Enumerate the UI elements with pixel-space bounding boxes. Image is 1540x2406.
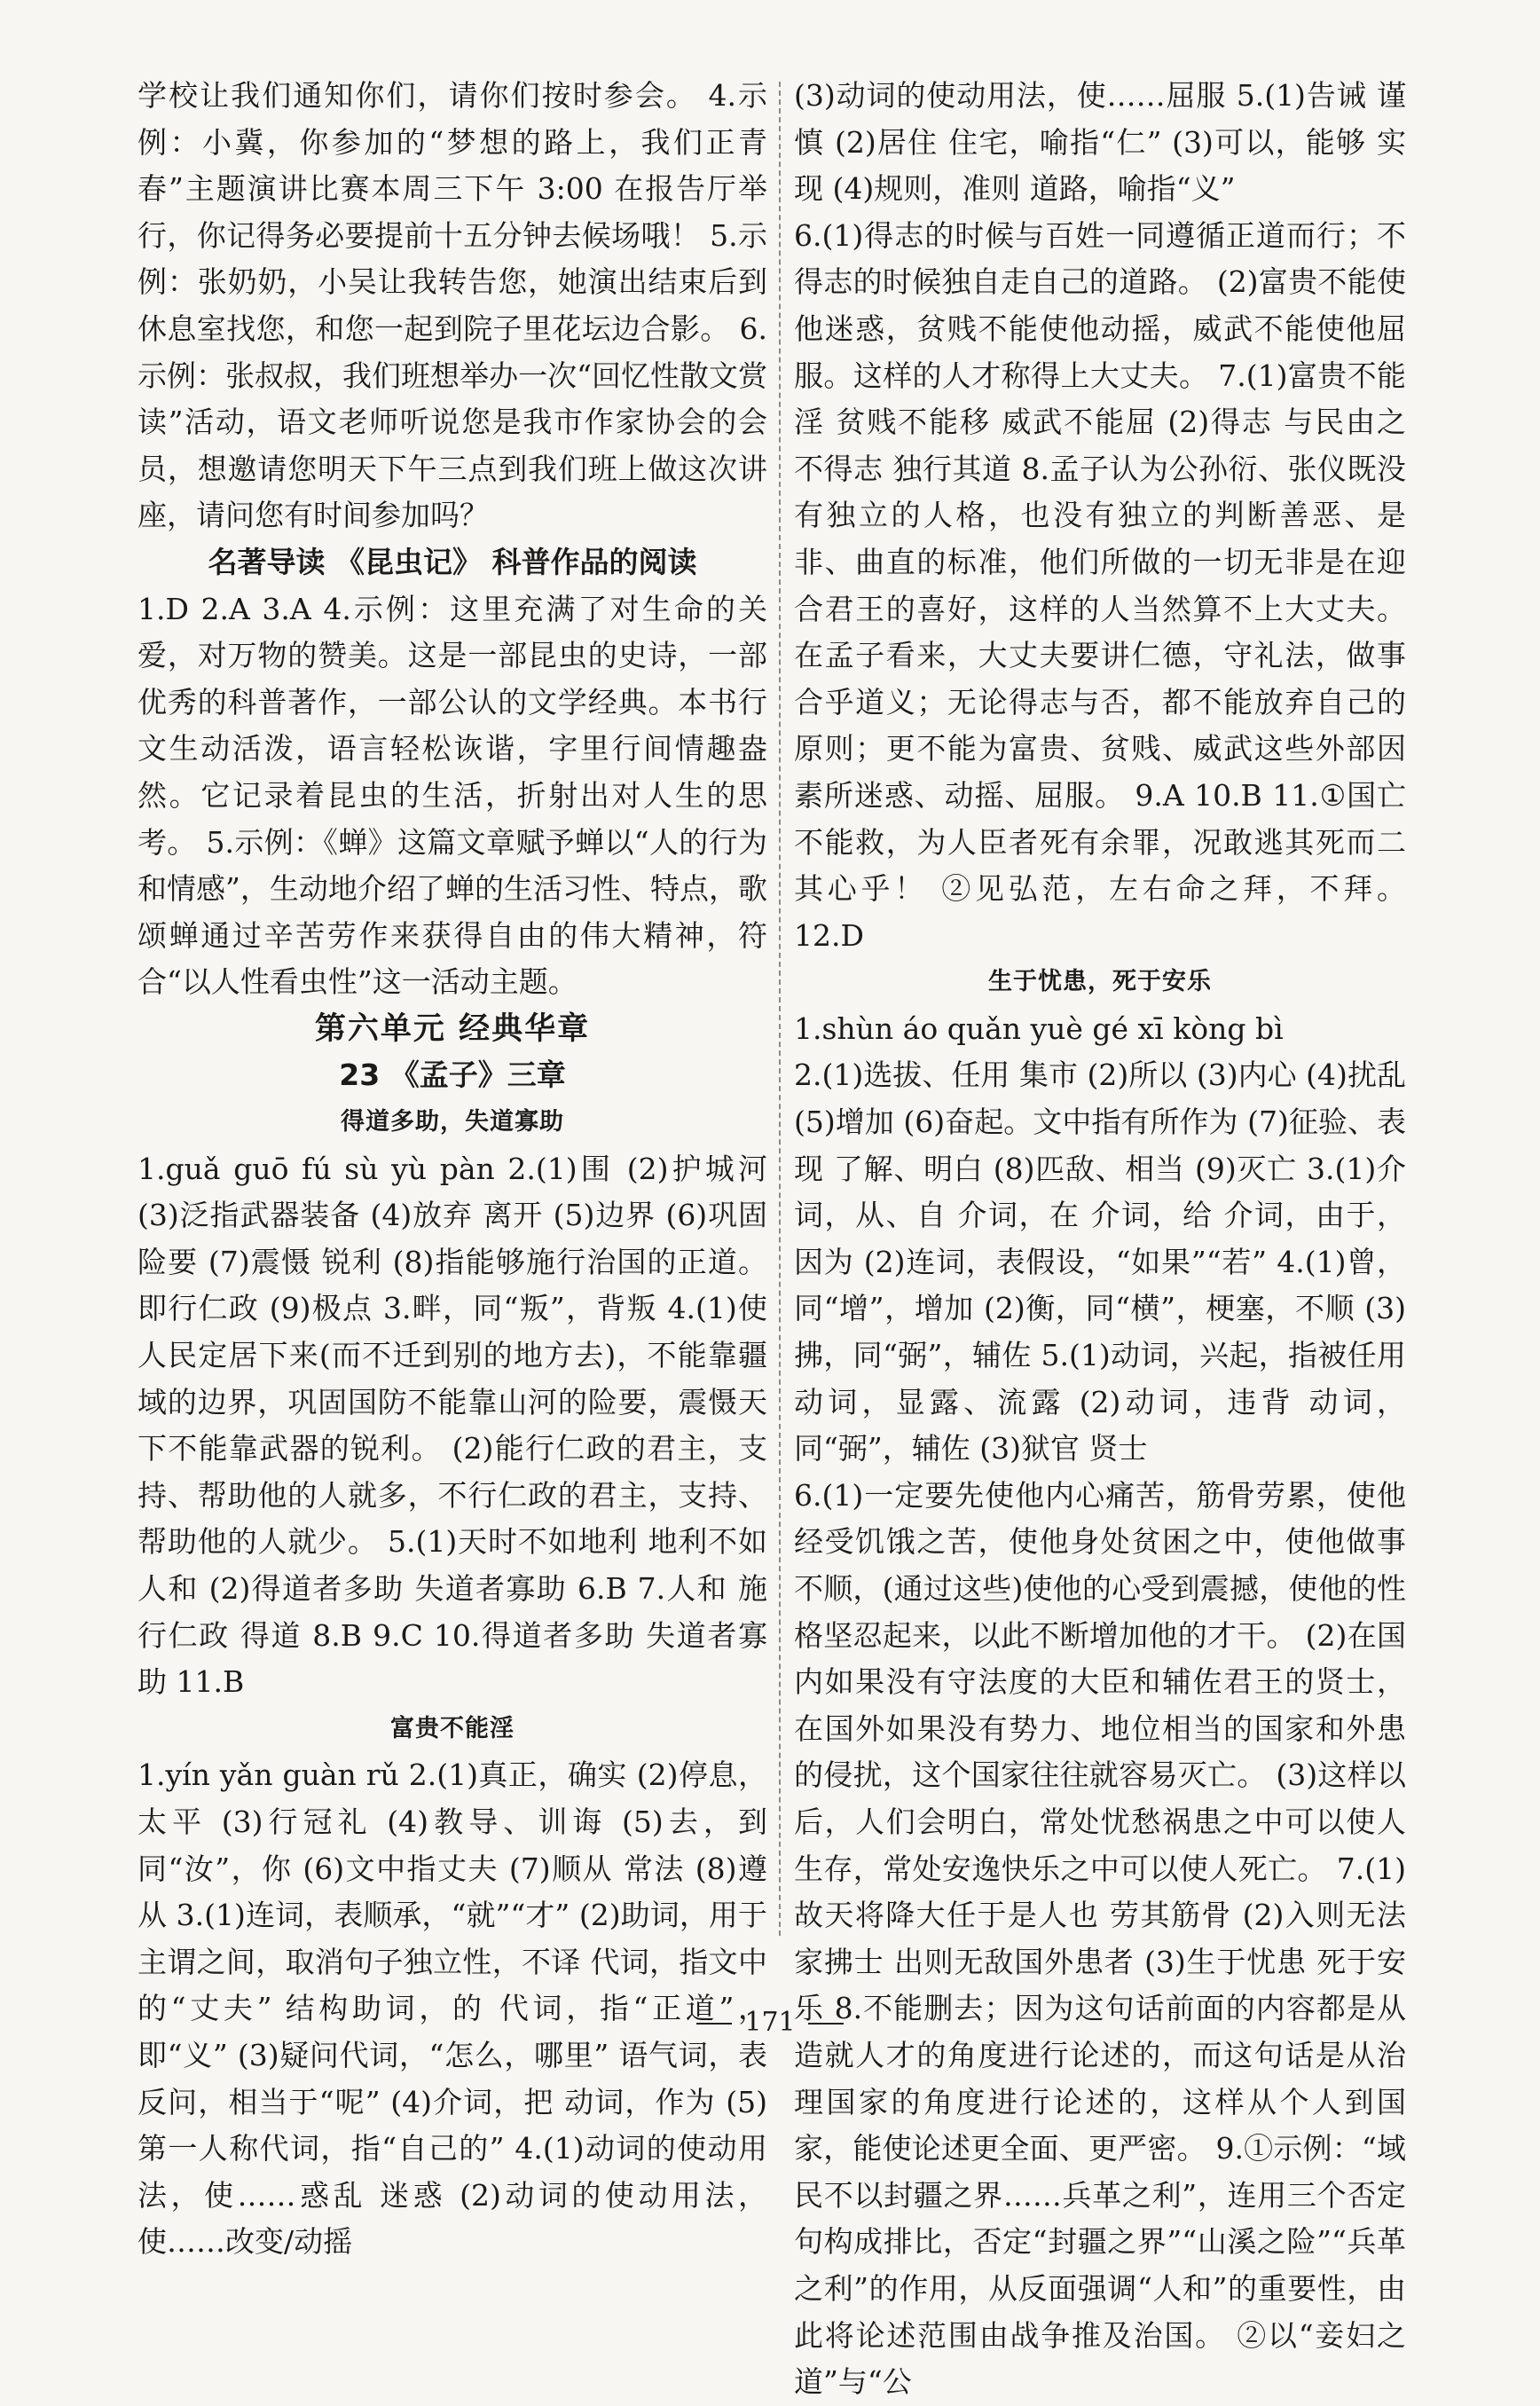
subsection-heading-fugui: 富贵不能淫 [390, 1714, 515, 1742]
subsection-heading-dedao: 得道多助，失道寡助 [341, 1108, 564, 1136]
subsection-heading-youhuan: 生于忧患，死于安乐 [988, 968, 1212, 996]
section-heading-classic-reading: 名著导读 《昆虫记》 科普作品的阅读 [208, 544, 697, 579]
paragraph-youhuan-answers-2-5: 2.(1)选拔、任用 集市 (2)所以 (3)内心 (4)扰乱 (5)增加 (6)奋起。文中指有所作为 (7)征验、表现 了解、明白 (8)匹敌、相当 (9)灭亡 3.(1)介词，从、自 介词，在 介词，给 介词，由于，因为 (2)连词，表假设，“如果”“若” 4.(1)曾，同“增”，增加 (2)衡，同“横”，梗塞，不顺 (3)拂，同“弼”，辅佐 5.(1)动词，兴起，指被任用 动词，显露、流露 (2)动词，违背 动词，同“弼”，辅佐 (3)狱官 贤士 [794, 1058, 1406, 1466]
column-divider [779, 82, 781, 1936]
page-number-text: 171 [744, 2007, 796, 2038]
paragraph-youhuan-pinyin: 1.shùn áo quǎn yuè gé xī kòng bì [794, 1010, 1284, 1046]
paragraph-fugui-answers: 1.yín yǎn guàn rǔ 2.(1)真正，确实 (2)停息，太平 (3)行冠礼 (4)教导、训诲 (5)去，到 同“汝”，你 (6)文中指丈夫 (7)顺从 常法 (8)遵从 3.(1)连词，表顺承，“就”“才” (2)助词，用于主谓之间，取消句子独立性，不译 代词，指文中的“丈夫” 结构助词，的 代词，指“正道”，即“义” (3)疑问代词，“怎么，哪里” 语气词，表反问，相当于“呢” (4)介词，把 动词，作为 (5)第一人称代词，指“自己的” 4.(1)动词的使动用法，使……惑乱 迷惑 (2)动词的使动用法，使……改变/动摇 [138, 1757, 767, 2260]
paragraph-dedao-answers: 1.guǎ guō fú sù yù pàn 2.(1)围 (2)护城河 (3)泛指武器装备 (4)放弃 离开 (5)边界 (6)巩固 险要 (7)震慑 锐利 (8)指能够施行治国的正道。即行仁政 (9)极点 3.畔，同“叛”，背叛 4.(1)使人民定居下来(而不迁到别的地方去)，不能靠疆域的边界，巩固国防不能靠山河的险要，震慑天下不能靠武器的锐利。 (2)能行仁政的君主，支持、帮助他的人就多，不行仁政的君主，支持、帮助他的人就少。 5.(1)天时不如地利 地利不如人和 (2)得道者多助 失道者寡助 6.B 7.人和 施行仁政 得道 8.B 9.C 10.得道者多助 失道者寡助 11.B [138, 1151, 767, 1700]
paragraph-fugui-continued: (3)动词的使动用法，使……屈服 5.(1)告诫 谨慎 (2)居住 住宅，喻指“仁” (3)可以，能够 实现 (4)规则，准则 道路，喻指“义” [794, 78, 1406, 207]
left-column [138, 73, 767, 2266]
paragraph-classic-reading-answers: 1.D 2.A 3.A 4.示例：这里充满了对生命的关爱，对万物的赞美。这是一部昆虫的史诗，一部优秀的科普著作，一部公认的文学经典。本书行文生动活泼，语言轻松诙谐，字里行间情趣盎然。它记录着昆虫的生活，折射出对人生的思考。 5.示例：《蝉》这篇文章赋予蝉以“人的行为和情感”，生动地介绍了蝉的生活习性、特点，歌颂蝉通过辛苦劳作来获得自由的伟大精神，符合“以人性看虫性”这一活动主题。 [138, 591, 767, 1000]
page-number [0, 2007, 1540, 2038]
unit-heading: 第六单元 经典华章 [314, 1010, 591, 1047]
paragraph-fugui-answers-6-12: 6.(1)得志的时候与百姓一同遵循正道而行；不得志的时候独自走自己的道路。 (2)富贵不能使他迷惑，贫贱不能使他动摇，威武不能使他屈服。这样的人才称得上大丈夫。 7.(1)富贵不能淫 贫贱不能移 威武不能屈 (2)得志 与民由之 不得志 独行其道 8.孟子认为公孙衍、张仪既没有独立的人格，也没有独立的判断善恶、是非、曲直的标准，他们所做的一切无非是在迎合君王的喜好，这样的人当然算不上大丈夫。在孟子看来，大丈夫要讲仁德，守礼法，做事合乎道义；无论得志与否，都不能放弃自己的原则；更不能为富贵、贫贱、威武这些外部因素所迷惑、动摇、屈服。 9.A 10.B 11.①国亡不能救，为人臣者死有余罪，况敢逃其死而二其心乎！ ②见弘范，左右命之拜，不拜。 12.D [794, 217, 1406, 953]
lesson-heading: 23 《孟子》三章 [339, 1058, 566, 1093]
paragraph-youhuan-answers-6-9: 6.(1)一定要先使他内心痛苦，筋骨劳累，使他经受饥饿之苦，使他身处贫困之中，使他做事不顺，(通过这些)使他的心受到震撼，使他的性格坚忍起来，以此不断增加他的才干。 (2)在国内如果没有守法度的大臣和辅佐君王的贤士，在国外如果没有势力、地位相当的国家和外患的侵扰，这个国家往往就容易灭亡。 (3)这样以后，人们会明白，常处忧愁祸患之中可以使人生存，常处安逸快乐之中可以使人死亡。 7.(1)故天将降大任于是人也 劳其筋骨 (2)入则无法家拂士 出则无敌国外患者 (3)生于忧患 死于安乐 8.不能删去；因为这句话前面的内容都是从造就人才的角度进行论述的，而这句话是从治理国家的角度进行论述的，这样从个人到国家，能使论述更全面、更严密。 9.①示例：“域民不以封疆之界……兵革之利”，连用三个否定句构成排比，否定“封疆之界”“山溪之险”“兵革之利”的作用，从反面强调“人和”的重要性，由此将论述范围由战争推及治国。 ②以“妾妇之道”与“公 [794, 1477, 1406, 2400]
paragraph-intro-answers: 学校让我们通知你们，请你们按时参会。 4.示例：小冀，你参加的“梦想的路上，我们正青春”主题演讲比赛本周三下午 3:00 在报告厅举行，你记得务必要提前十五分钟去候场哦！ 5.示例：张奶奶，小吴让我转告您，她演出结束后到休息室找您，和您一起到院子里花坛边合影。 6.示例：张叔叔，我们班想举办一次“回忆性散文赏读”活动，语文老师听说您是我市作家协会的会员，想邀请您明天下午三点到我们班上做这次讲座，请问您有时间参加吗？ [138, 78, 767, 533]
page-number-dash-right [808, 2023, 844, 2025]
right-column [794, 73, 1406, 2406]
page-number-dash-left [696, 2023, 732, 2025]
